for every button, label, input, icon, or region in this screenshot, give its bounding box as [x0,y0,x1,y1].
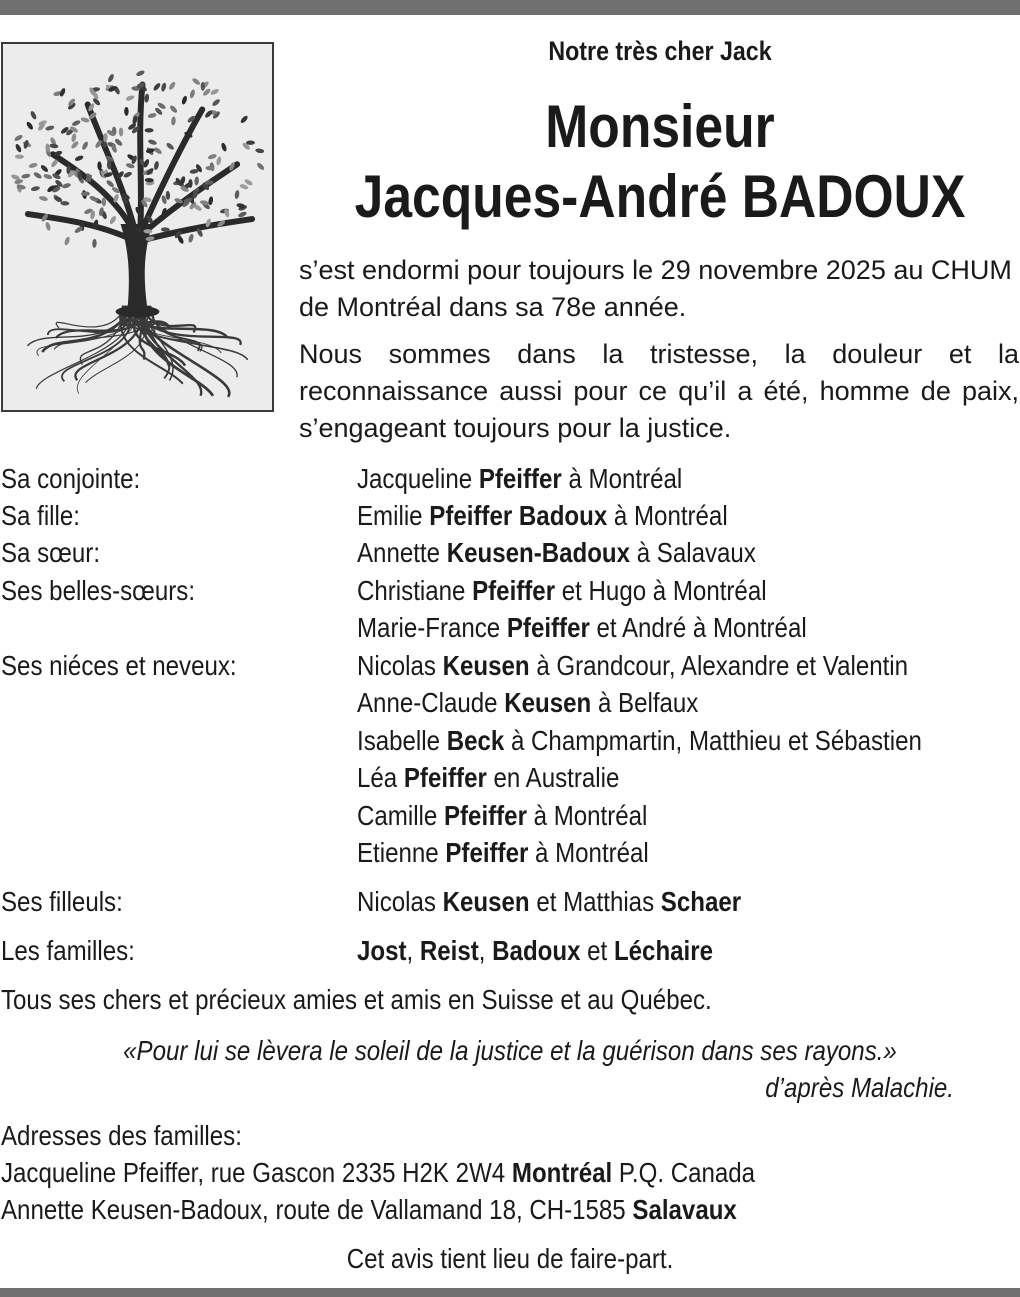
quote-text: «Pour lui se lèvera le soleil de la justice et la guérison dans ses rayons.» [123,1035,897,1066]
deceased-title: Monsieur [545,93,775,160]
family-entry: Isabelle Beck à Champmartin, Matthieu et Sébastien [357,725,922,756]
family-entry: Nicolas Keusen à Grandcour, Alexandre et Valentin [357,650,909,681]
announcement-paragraph [299,252,1019,326]
family-label-godchildren: Ses filleuls: [1,886,123,917]
family-entry: Jacqueline Pfeiffer à Montréal [357,463,683,494]
family-entry: Jost, Reist, Badoux et Léchaire [357,935,713,966]
announcement-line: de Montréal dans sa 78e année. [299,292,687,322]
family-entry: Anne-Claude Keusen à Belfaux [357,687,699,718]
family-entry: Emilie Pfeiffer Badoux à Montréal [357,500,728,531]
bottom-rule [0,1288,1020,1297]
family-entry: Nicolas Keusen et Matthias Schaer [357,886,742,917]
quote-source: d’après Malachie. [765,1072,954,1103]
tribute-line: s’engageant toujours pour la justice. [299,413,732,443]
addresses-heading: Adresses des familles: [1,1120,242,1151]
family-entry: Annette Keusen-Badoux à Salavaux [357,537,756,568]
family-entry: Etienne Pfeiffer à Montréal [357,837,649,868]
family-label-nieces-nephews: Ses niéces et neveux: [1,650,237,681]
family-label-families: Les familles: [1,935,135,966]
tribute-paragraph [299,336,1019,447]
tribute-line: Nous sommes dans la tristesse, la douleur et la [299,339,1019,369]
tribute-line: reconnaissance aussi pour ce qu’il a été, homme de paix, [299,376,1019,406]
family-label-sister: Sa sœur: [1,537,101,568]
announcement-line: s’est endormi pour toujours le 29 novembre 2025 au CHUM [299,255,1012,285]
closing-note: Cet avis tient lieu de faire-part. [346,1243,674,1274]
deceased-name: Jacques-André BADOUX [354,163,966,230]
family-label-daughter: Sa fille: [1,500,80,531]
tree-icon [3,44,272,410]
address-line: Jacqueline Pfeiffer, rue Gascon 2335 H2K 2W4 Montréal P.Q. Canada [1,1157,756,1188]
top-rule [0,0,1020,15]
tree-of-life-image [1,42,274,412]
family-entry: Marie-France Pfeiffer et André à Montréal [357,612,807,643]
family-entry: Camille Pfeiffer à Montréal [357,800,648,831]
family-entry: Christiane Pfeiffer et Hugo à Montréal [357,575,767,606]
intro-heading: Notre très cher Jack [548,36,772,66]
family-label-sisters-in-law: Ses belles-sœurs: [1,575,196,606]
family-entry: Léa Pfeiffer en Australie [357,762,620,793]
family-label-spouse: Sa conjointe: [1,463,141,494]
address-line: Annette Keusen-Badoux, route de Vallamand 18, CH-1585 Salavaux [1,1194,737,1225]
friends-line: Tous ses chers et précieux amies et amis en Suisse et au Québec. [1,984,712,1015]
